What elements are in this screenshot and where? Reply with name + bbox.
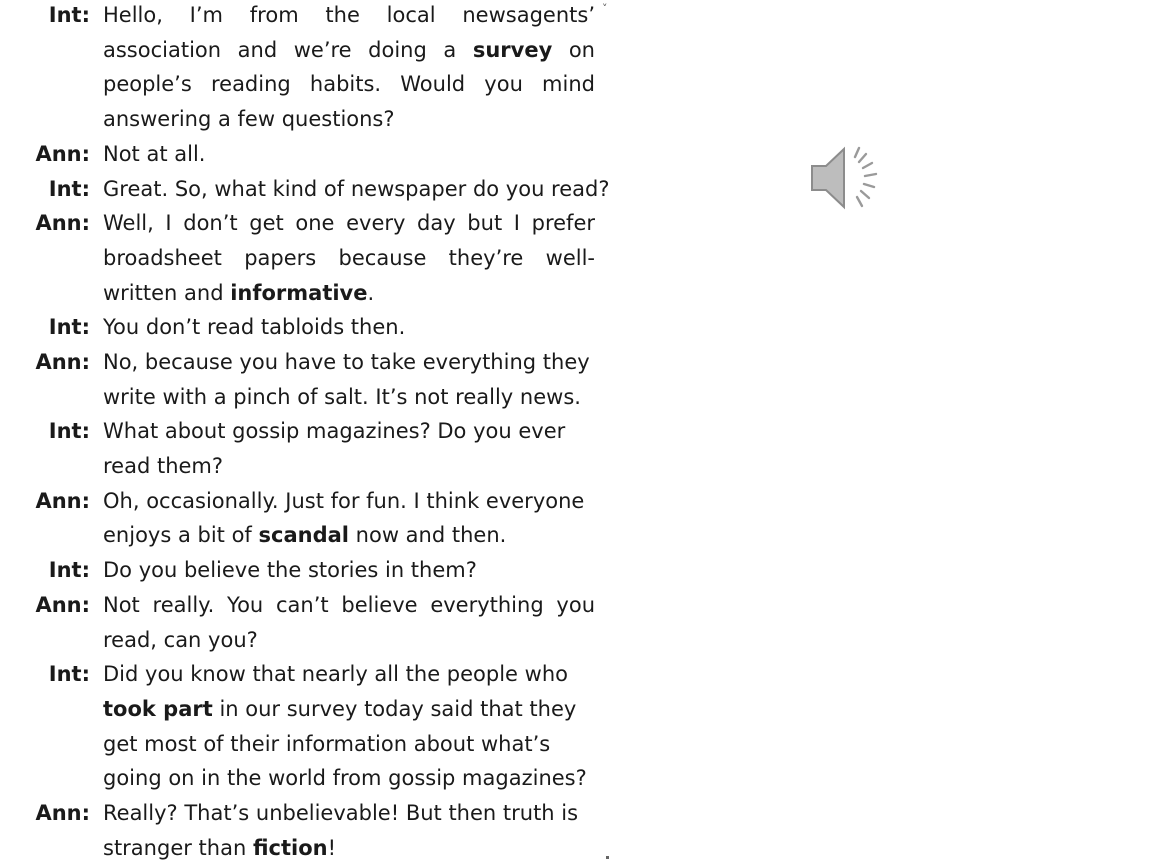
dialogue-line bbox=[103, 449, 565, 484]
dialogue-text bbox=[103, 310, 405, 345]
text-segment: Not at all. bbox=[103, 141, 206, 166]
dialogue-text bbox=[103, 484, 584, 553]
dialogue-text bbox=[103, 345, 590, 414]
text-segment: enjoys a bit of bbox=[103, 523, 259, 548]
speaker-label: Int: bbox=[48, 176, 90, 201]
text-segment: going on in the world from gossip magazines? bbox=[103, 766, 587, 791]
text-segment: Oh, occasionally. Just for fun. I think everyone bbox=[103, 488, 585, 513]
dialogue-line bbox=[103, 414, 565, 449]
dialogue-text bbox=[103, 553, 477, 588]
text-segment: Do you believe the stories in them? bbox=[103, 558, 477, 583]
dialogue-text bbox=[103, 137, 205, 172]
text-segment: Did you know that nearly all the people who bbox=[103, 662, 568, 687]
text-segment: association and we’re doing a bbox=[103, 37, 473, 62]
text-segment: What about gossip magazines? Do you ever bbox=[103, 419, 566, 444]
bold-keyword: survey bbox=[472, 37, 553, 62]
speaker-label: Int: bbox=[48, 3, 90, 27]
bold-keyword: scandal bbox=[258, 523, 349, 548]
text-segment: . bbox=[367, 280, 375, 305]
text-segment: on bbox=[552, 37, 595, 62]
dialogue-line bbox=[103, 692, 587, 727]
text-segment: read, can you? bbox=[103, 627, 258, 652]
dialogue-line bbox=[103, 67, 595, 102]
text-segment: broadsheet papers because they’re well- bbox=[103, 245, 595, 270]
dialogue-text bbox=[103, 206, 595, 310]
dialogue-text bbox=[103, 657, 587, 796]
dialogue-line bbox=[103, 518, 584, 553]
dialogue-line bbox=[103, 761, 587, 796]
speaker-label: Ann: bbox=[35, 488, 90, 513]
corner-marker: ˅ bbox=[602, 2, 608, 15]
speaker-label: Ann: bbox=[35, 801, 90, 826]
text-segment: now and then. bbox=[348, 523, 507, 548]
dialogue-line bbox=[103, 102, 595, 137]
speaker-label: Int: bbox=[48, 419, 90, 444]
text-segment: No, because you have to take everything they bbox=[103, 350, 590, 374]
dialogue-line bbox=[103, 241, 595, 276]
text-segment: Hello, I’m from the local newsagents’ bbox=[103, 3, 595, 27]
dialogue-line bbox=[103, 484, 584, 519]
text-segment: written and bbox=[103, 280, 231, 305]
text-segment: people’s reading habits. Would you mind bbox=[103, 72, 595, 97]
dialogue-line bbox=[103, 206, 595, 241]
dialogue-line bbox=[103, 727, 587, 762]
dialogue-line bbox=[103, 657, 587, 692]
dialogue-line bbox=[103, 137, 205, 172]
bold-keyword: took part bbox=[103, 696, 213, 721]
dialogue-text bbox=[103, 588, 595, 657]
dialogue-line bbox=[103, 553, 477, 588]
dialogue-line bbox=[103, 380, 590, 415]
speaker-label: Int: bbox=[48, 558, 90, 583]
text-segment: Really? That’s unbelievable! But then truth is bbox=[103, 801, 579, 826]
speaker-label: Ann: bbox=[35, 592, 90, 617]
speaker-volume-icon[interactable] bbox=[806, 140, 892, 216]
text-segment: You don’t read tabloids then. bbox=[103, 315, 406, 340]
speaker-label: Ann: bbox=[35, 211, 90, 236]
bold-keyword: fiction bbox=[252, 835, 328, 860]
dialogue-text bbox=[103, 0, 595, 137]
dialogue-line bbox=[103, 33, 595, 68]
text-segment: write with a pinch of salt. It’s not really news. bbox=[103, 384, 581, 409]
text-segment: Great. So, what kind of newspaper do you read? bbox=[103, 176, 610, 201]
text-segment: answering a few questions? bbox=[103, 107, 395, 132]
bold-keyword: informative bbox=[230, 280, 368, 305]
dialogue-line bbox=[103, 310, 405, 345]
text-segment: read them? bbox=[103, 454, 224, 479]
text-segment: ! bbox=[327, 835, 337, 860]
dialogue-line bbox=[103, 796, 578, 831]
text-segment: Not really. You can’t believe everything you bbox=[103, 592, 595, 617]
dialogue-line bbox=[103, 172, 610, 207]
speaker-label: Int: bbox=[48, 662, 90, 687]
speaker-label: Ann: bbox=[35, 141, 90, 166]
speaker-label: Ann: bbox=[35, 350, 90, 374]
dialogue-text bbox=[103, 414, 565, 483]
text-segment: in our survey today said that they bbox=[212, 696, 577, 721]
speaker-label: Int: bbox=[48, 315, 90, 340]
bottom-marker bbox=[606, 856, 609, 859]
dialogue-line bbox=[103, 831, 578, 865]
dialogue-line bbox=[103, 0, 595, 33]
text-segment: get most of their information about what’s bbox=[103, 731, 551, 756]
dialogue-text bbox=[103, 796, 578, 865]
dialogue-line bbox=[103, 345, 590, 380]
dialogue-line bbox=[103, 623, 595, 658]
dialogue-line bbox=[103, 588, 595, 623]
text-segment: Well, I don’t get one every day but I prefer bbox=[103, 211, 595, 236]
text-segment: stranger than bbox=[103, 835, 253, 860]
dialogue-text bbox=[103, 172, 610, 207]
dialogue-line bbox=[103, 276, 595, 311]
